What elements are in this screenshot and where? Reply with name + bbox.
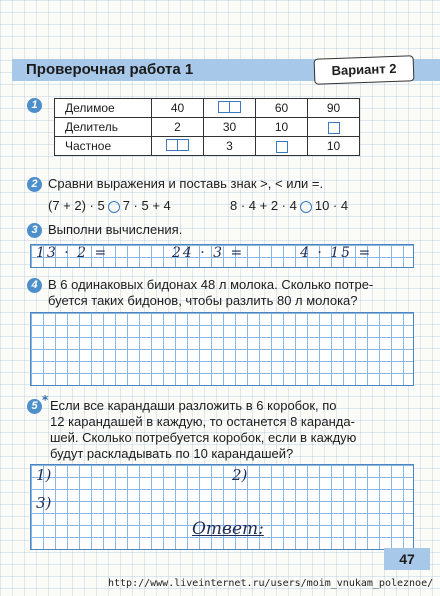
task-2-marker: 2 (27, 177, 42, 192)
task-5-line-3: шей. Сколько потребуется коробок, если в каждую (50, 430, 357, 445)
row-label: Частное (55, 137, 152, 156)
task-5-marker: 5 (27, 399, 42, 414)
answer-box[interactable] (328, 122, 340, 134)
table-cell: 40 (152, 99, 204, 118)
variant-badge: Вариант 2 (314, 55, 415, 84)
compare-circle[interactable] (300, 201, 312, 213)
table-cell: 2 (152, 118, 204, 137)
expr-right: 10 · 4 (314, 198, 349, 213)
comparison-2 (230, 198, 348, 213)
table-cell: 10 (308, 137, 360, 156)
expr-right: 7 · 5 + 4 (122, 198, 171, 213)
table-cell: 90 (308, 99, 360, 118)
task-4-line-1: В 6 одинаковых бидонах 48 л молока. Сколько потре- (48, 277, 374, 292)
calc-answer-2: 24 · 3 = (172, 245, 245, 261)
solution-step-2: 2) (232, 466, 248, 484)
solution-step-1: 1) (36, 466, 52, 484)
task-5-line-2: 12 карандашей в каждую, то останется 8 каранда- (50, 414, 355, 429)
table-cell[interactable] (204, 99, 256, 118)
comparison-1 (48, 198, 171, 213)
source-url: http://www.liveinternet.ru/users/moim_vnukam_poleznoe/ (108, 578, 434, 589)
answer-double-box[interactable] (167, 139, 188, 154)
answer-double-box[interactable] (219, 101, 240, 116)
table-cell: 60 (256, 99, 308, 118)
task-3-text: Выполни вычисления. (48, 222, 183, 237)
row-label: Делитель (55, 118, 152, 137)
task-4-marker: 4 (27, 278, 42, 293)
task-4-answer-grid[interactable] (30, 312, 414, 386)
calc-answer-1: 13 · 2 = (36, 245, 109, 261)
division-table (54, 98, 360, 156)
task-5-line-1: Если все карандаши разложить в 6 коробок, по (50, 398, 337, 413)
table-cell[interactable] (152, 137, 204, 156)
calc-answer-3: 4 · 15 = (300, 245, 373, 261)
table-cell: 10 (256, 118, 308, 137)
task-5-line-4: будут раскладывать по 10 карандашей? (50, 446, 294, 461)
table-row (55, 99, 360, 118)
answer-box[interactable] (276, 141, 288, 153)
page-number: 47 (384, 548, 430, 570)
expr-left: 8 · 4 + 2 · 4 (230, 198, 297, 213)
table-cell[interactable] (256, 137, 308, 156)
table-row (55, 137, 360, 156)
task-2-text: Сравни выражения и поставь знак >, < или =. (48, 176, 324, 191)
table-cell: 3 (204, 137, 256, 156)
difficulty-star: * (42, 393, 49, 407)
page-title: Проверочная работа 1 (26, 61, 194, 78)
expr-left: (7 + 2) · 5 (48, 198, 105, 213)
row-label: Делимое (55, 99, 152, 118)
task-1-marker: 1 (27, 98, 42, 113)
table-row (55, 118, 360, 137)
task-4-line-2: буется таких бидонов, чтобы разлить 80 л молока? (48, 293, 358, 308)
task-3-marker: 3 (27, 223, 42, 238)
answer-label: Ответ: (192, 519, 264, 539)
solution-step-3: 3) (36, 494, 52, 512)
table-cell: 30 (204, 118, 256, 137)
compare-circle[interactable] (108, 201, 120, 213)
table-cell[interactable] (308, 118, 360, 137)
